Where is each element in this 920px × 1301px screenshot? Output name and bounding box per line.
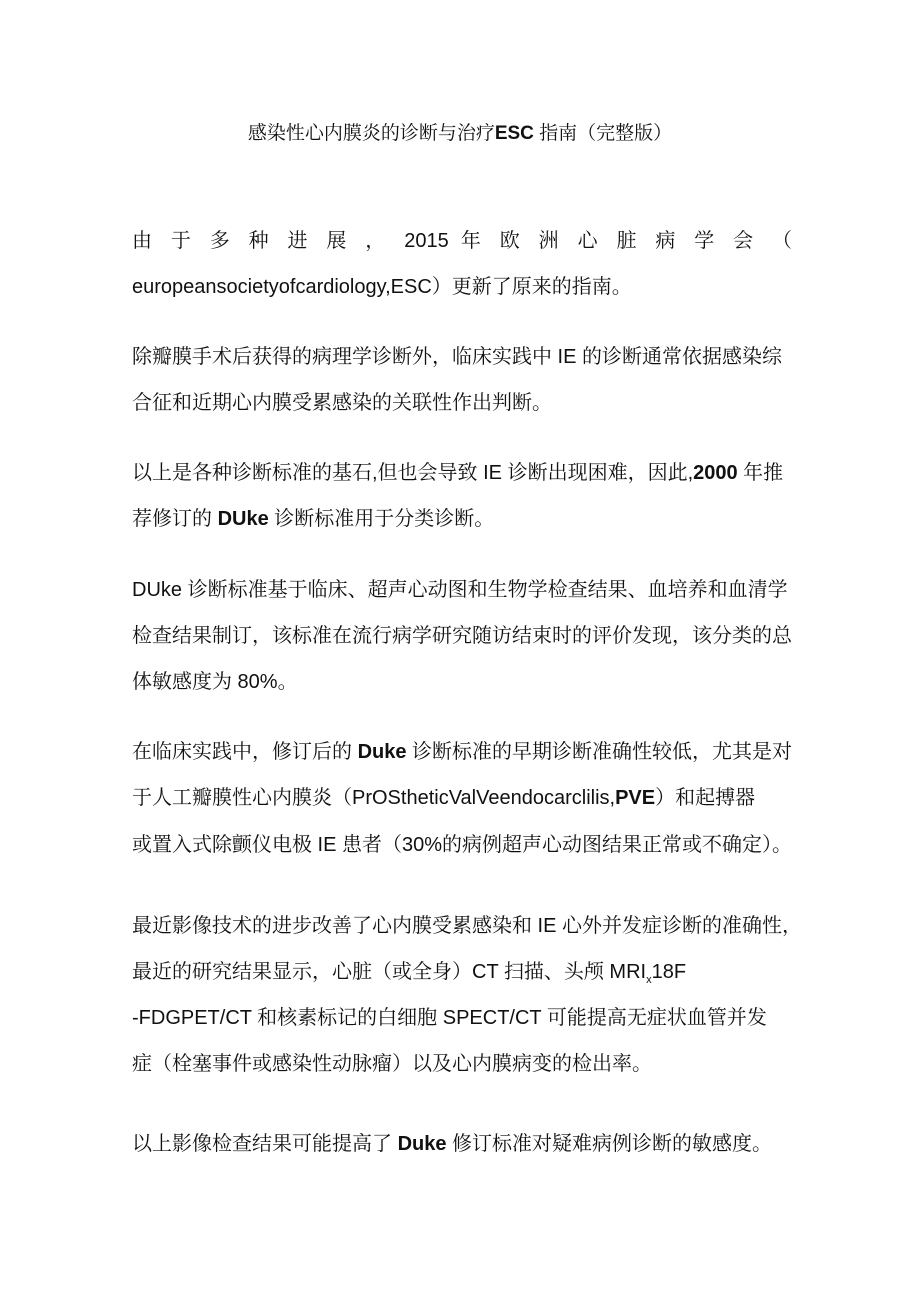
- text: 18F: [651, 961, 687, 983]
- title-bold: ESC: [494, 123, 534, 144]
- subscript: x: [646, 974, 652, 986]
- paragraph-4-line-1: DUke 诊断标准基于临床、超声心动图和生物学检查结果、血培养和血清学: [132, 579, 788, 601]
- text: 于人工瓣膜性心内膜炎（PrOStheticValVeendocarclilis,: [132, 787, 616, 809]
- text: 诊断标准的早期诊断准确性较低，尤其是对: [406, 741, 793, 763]
- paragraph-6-line-3: -FDGPET/CT 和核素标记的白细胞 SPECT/CT 可能提高无症状血管并发: [132, 1007, 767, 1029]
- text: 在临床实践中，修订后的: [132, 741, 358, 763]
- bold-text: PVE: [615, 787, 656, 809]
- paragraph-5-line-3: 或置入式除颤仪电极 IE 患者（30%的病例超声心动图结果正常或不确定）。: [132, 834, 793, 856]
- paragraph-3-line-2: [132, 507, 494, 531]
- paragraph-6-line-2: [132, 960, 686, 992]
- document-title: [0, 122, 920, 146]
- title-text-end: 指南（完整版）: [533, 123, 673, 144]
- text: 荐修订的: [132, 508, 218, 530]
- paragraph-4-line-2: 检查结果制订，该标准在流行病学研究随访结束时的评价发现，该分类的总: [132, 625, 792, 647]
- paragraph-1-line-1: 由 于 多 种 进 展 ， 2015 年 欧 洲 心 脏 病 学 会 （: [132, 230, 792, 252]
- paragraph-7-line-1: [132, 1132, 772, 1156]
- text: 以上是各种诊断标准的基石,但也会导致 IE 诊断出现困难，因此,: [132, 462, 694, 484]
- bold-text: DUke: [217, 508, 269, 530]
- text: 年推: [737, 462, 784, 484]
- text: 最近的研究结果显示，心脏（或全身）CT 扫描、头颅 MRI: [132, 961, 647, 983]
- paragraph-5-line-1: [132, 740, 792, 764]
- paragraph-4-line-3: 体敏感度为 80%。: [132, 671, 298, 693]
- text: 修订标准对疑难病例诊断的敏感度。: [446, 1133, 773, 1155]
- paragraph-2-line-1: 除瓣膜手术后获得的病理学诊断外，临床实践中 IE 的诊断通常依据感染综: [132, 346, 783, 368]
- paragraph-6-line-4: 症（栓塞事件或感染性动脉瘤）以及心内膜病变的检出率。: [132, 1053, 652, 1075]
- paragraph-6-line-1: 最近影像技术的进步改善了心内膜受累感染和 IE 心外并发症诊断的准确性，: [132, 915, 803, 937]
- paragraph-1-line-2: europeansocietyofcardiology,ESC）更新了原来的指南。: [132, 276, 632, 298]
- text: ）和起搏器: [655, 787, 756, 809]
- title-text: 感染性心内膜炎的诊断与治疗: [247, 123, 495, 144]
- paragraph-5-line-2: [132, 786, 755, 810]
- text: 以上影像检查结果可能提高了: [132, 1133, 398, 1155]
- text: 诊断标准用于分类诊断。: [268, 508, 495, 530]
- bold-text: Duke: [357, 741, 407, 763]
- paragraph-2-line-2: 合征和近期心内膜受累感染的关联性作出判断。: [132, 392, 552, 414]
- bold-text: 2000: [693, 462, 738, 484]
- bold-text: Duke: [397, 1133, 447, 1155]
- paragraph-3-line-1: [132, 461, 783, 485]
